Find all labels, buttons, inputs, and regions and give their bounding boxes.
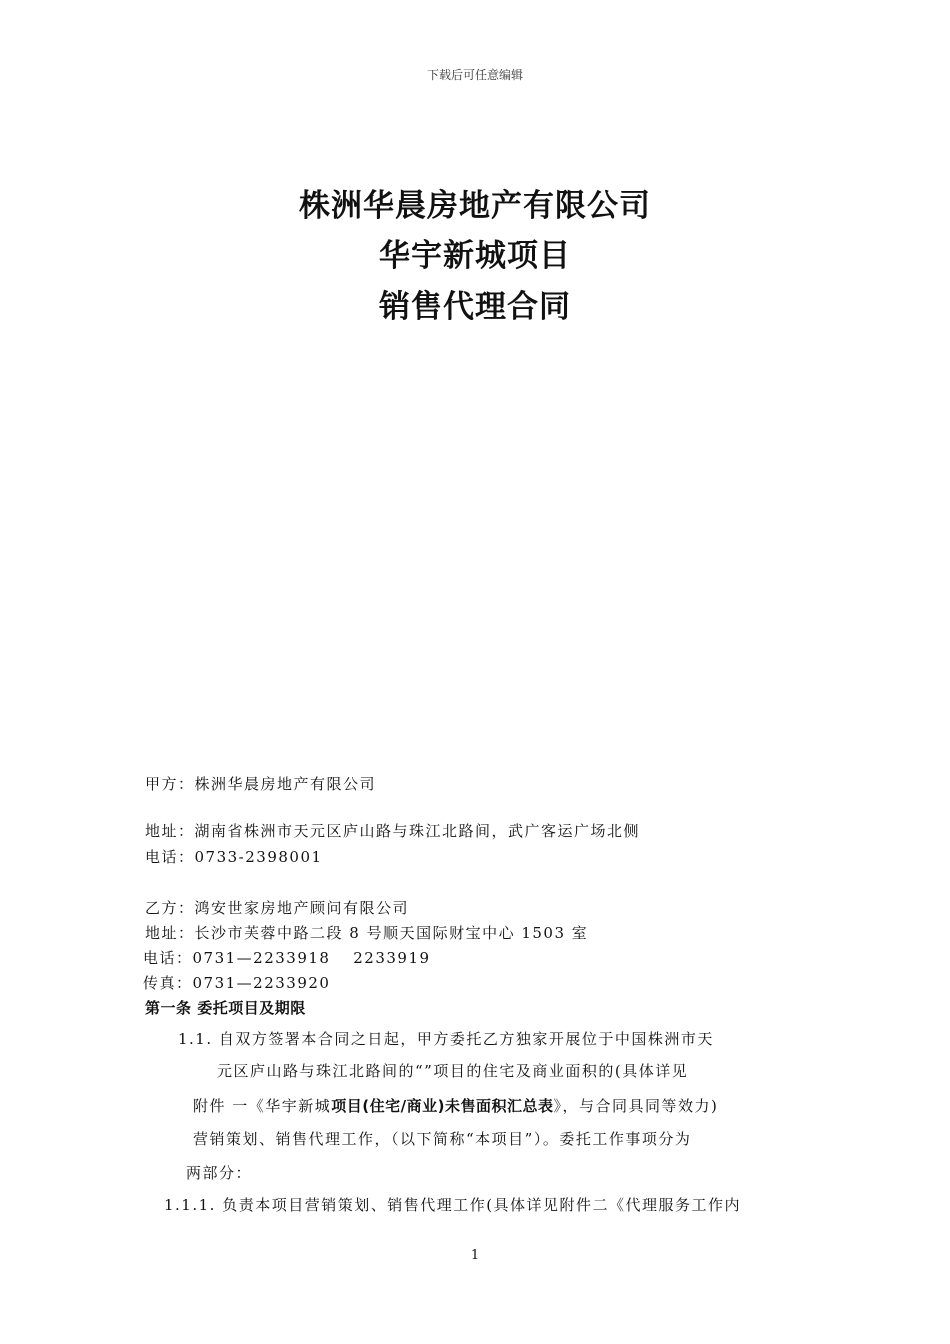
party-b-address: 地址：长沙市芙蓉中路二段 8 号顺天国际财宝中心 1503 室 xyxy=(145,924,589,942)
title-project: 华宇新城项目 xyxy=(379,238,571,274)
party-b-phone: 电话：0731—2233918 2233919 xyxy=(143,949,431,967)
clause-1-1-line-3-bold: 项目(住宅/商业)未售面积汇总表 xyxy=(331,1097,554,1115)
title-contract: 销售代理合同 xyxy=(379,289,571,325)
clause-1-1-line-3-part-c: 》，与合同具同等效力) xyxy=(553,1097,719,1115)
clause-1-1-line-1: 1.1. 自双方签署本合同之日起，甲方委托乙方独家开展位于中国株洲市天 xyxy=(178,1030,714,1048)
party-a-address: 地址：湖南省株洲市天元区庐山路与珠江北路间，武广客运广场北侧 xyxy=(145,822,641,840)
party-b-name: 乙方：鸿安世家房地产顾问有限公司 xyxy=(145,899,410,917)
page-number: 1 xyxy=(470,1248,480,1263)
title-company: 株洲华晨房地产有限公司 xyxy=(299,188,651,224)
clause-1-1-line-4: 营销策划、销售代理工作，（以下简称“本项目”）。委托工作事项分为 xyxy=(193,1130,692,1148)
clause-1-1-line-3-part-a: 附件 一《华宇新城 xyxy=(193,1097,332,1115)
article-1-heading: 第一条 委托项目及期限 xyxy=(145,999,306,1017)
party-b-fax: 传真：0731—2233920 xyxy=(143,974,331,992)
clause-1-1-line-5: 两部分： xyxy=(186,1164,253,1182)
clause-1-1-line-2: 元区庐山路与珠江北路间的“”项目的住宅及商业面积的(具体详见 xyxy=(217,1062,689,1080)
party-a-name: 甲方：株洲华晨房地产有限公司 xyxy=(145,775,377,793)
page-header-note: 下载后可任意编辑 xyxy=(426,68,523,82)
clause-1-1-1-line-1: 1.1.1. 负责本项目营销策划、销售代理工作(具体详见附件二《代理服务工作内 xyxy=(164,1196,742,1214)
party-a-phone: 电话：0733-2398001 xyxy=(145,848,323,866)
clause-1-1-line-3 xyxy=(193,1095,718,1116)
